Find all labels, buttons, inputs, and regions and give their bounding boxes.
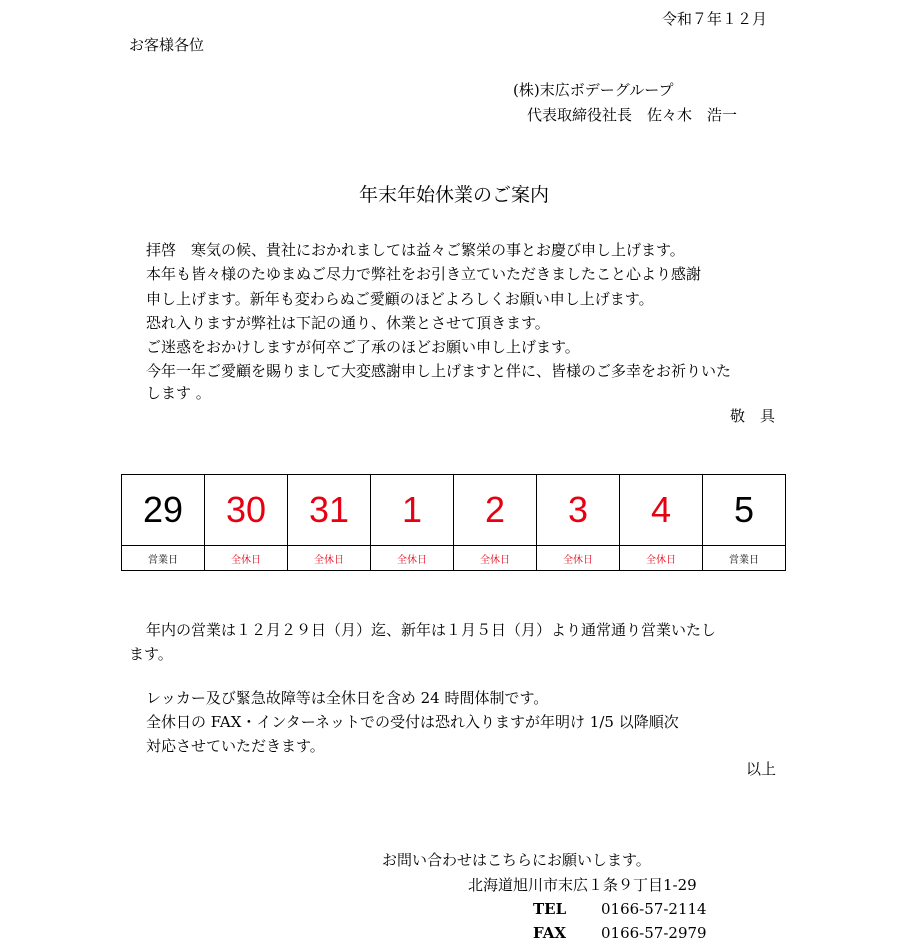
greeting-line: 拝啓 寒気の候、貴社におかれましては益々ご繁栄の事とお慶び申し上げます。	[146, 241, 685, 259]
calendar-day: 30	[205, 475, 288, 546]
business-hours-line: ます。	[129, 645, 173, 663]
calendar-day: 2	[454, 475, 537, 546]
greeting-line: 今年一年ご愛顧を賜りまして大変感謝申し上げますと伴に、皆様のご多幸をお祈りいた	[146, 362, 732, 380]
calendar-day-label: 全休日	[371, 546, 454, 571]
calendar-day: 1	[371, 475, 454, 546]
fax-number: 0166-57-2979	[601, 924, 707, 942]
calendar-day: 5	[703, 475, 786, 546]
greeting-line: 恐れ入りますが弊社は下記の通り、休業とさせて頂きます。	[146, 314, 550, 332]
greeting-line: します 。	[146, 384, 211, 402]
president-name: 代表取締役社長 佐々木 浩一	[527, 106, 738, 124]
addressee: お客様各位	[129, 36, 205, 54]
greeting-line: ご迷惑をおかけしますが何卒ご了承のほどお願い申し上げます。	[146, 338, 580, 356]
greeting-line: 申し上げます。新年も変わらぬご愛顧のほどよろしくお願い申し上げます。	[146, 290, 654, 308]
calendar-day: 3	[537, 475, 620, 546]
closing-ijou: 以上	[746, 760, 777, 778]
inquiry-text: お問い合わせはこちらにお願いします。	[382, 851, 651, 869]
tel-number: 0166-57-2114	[601, 900, 707, 918]
closing-keigu: 敬 具	[730, 407, 776, 425]
calendar-day: 31	[288, 475, 371, 546]
calendar-day-label: 営業日	[703, 546, 786, 571]
note-line: レッカー及び緊急故障等は全休日を含め 24 時間体制です。	[146, 689, 549, 707]
calendar-day: 29	[122, 475, 205, 546]
calendar-day-label: 営業日	[122, 546, 205, 571]
calendar-day: 4	[620, 475, 703, 546]
document-title: 年末年始休業のご案内	[358, 184, 549, 206]
business-hours-line: 年内の営業は１２月２９日（月）迄、新年は１月５日（月）より通常通り営業いたし	[146, 621, 717, 639]
calendar-day-label: 全休日	[454, 546, 537, 571]
calendar-day-label: 全休日	[620, 546, 703, 571]
holiday-calendar	[121, 474, 786, 571]
greeting-line: 本年も皆々様のたゆまぬご尽力で弊社をお引き立ていただきましたこと心より感謝	[146, 265, 702, 283]
note-line: 全休日の FAX・インターネットでの受付は恐れ入りますが年明け 1/5 以降順次	[146, 713, 679, 731]
calendar-days-row	[122, 475, 786, 546]
calendar-day-label: 全休日	[537, 546, 620, 571]
note-line: 対応させていただきます。	[146, 737, 325, 755]
calendar-labels-row	[122, 546, 786, 571]
date: 令和７年１２月	[662, 10, 768, 28]
company-name: (株)末広ボデーグループ	[513, 81, 674, 99]
calendar-day-label: 全休日	[205, 546, 288, 571]
fax-label: FAX	[533, 924, 567, 942]
contact-address: 北海道旭川市末広１条９丁目1-29	[468, 876, 697, 894]
tel-label: TEL	[533, 900, 567, 918]
calendar-day-label: 全休日	[288, 546, 371, 571]
